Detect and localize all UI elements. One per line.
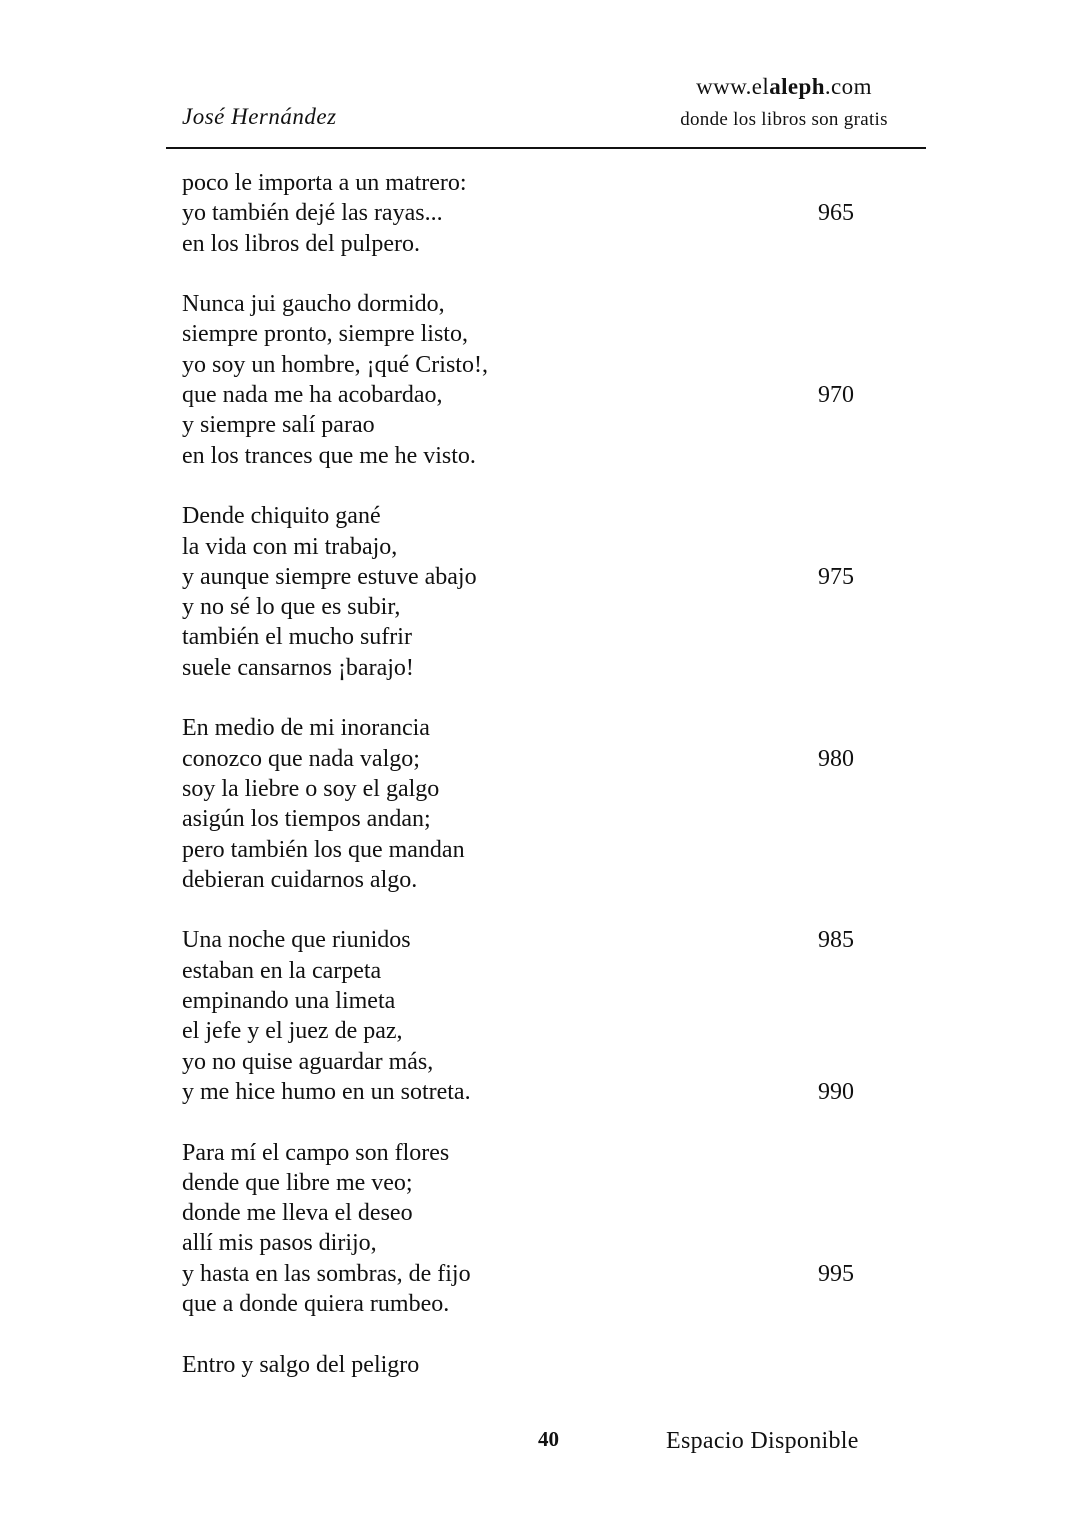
verse-line [182,986,882,1016]
verse-text: allí mis pasos dirijo, [182,1230,377,1257]
verse-line [182,774,882,804]
verse-line [182,1228,882,1258]
verse-line [182,319,882,349]
verse-text: En medio de mi inorancia [182,715,430,742]
verse-text: siempre pronto, siempre listo, [182,321,468,348]
stanza-gap [182,471,882,501]
verse-line [182,653,882,683]
verse-line [182,1016,882,1046]
verse-line [182,168,882,198]
verse-line [182,501,882,531]
verse-text: yo no quise aguardar más, [182,1048,434,1075]
verse-line [182,289,882,319]
verse-text: en los libros del pulpero. [182,230,420,257]
verse-line [182,1350,882,1380]
site-url-suffix: .com [824,74,872,99]
verse-text: poco le importa a un matrero: [182,170,467,196]
verse-text: y hasta en las sombras, de fijo [182,1260,471,1287]
line-number: 970 [818,382,854,409]
line-number: 985 [818,927,854,954]
stanza-gap [182,1107,882,1137]
verse-text: yo también dejé las rayas... [182,200,443,227]
verse-text: Para mí el campo son flores [182,1139,450,1166]
stanza-gap [182,259,882,289]
verse-line [182,229,882,259]
verse-line [182,835,882,865]
page-number: 40 [538,1427,559,1451]
verse-line [182,865,882,895]
verse-line [182,713,882,743]
verse-line [182,956,882,986]
author-name: José Hernández [182,104,337,129]
verse-line [182,1289,882,1319]
site-tagline: donde los libros son gratis [680,109,888,130]
footer-text: Espacio Disponible [666,1428,859,1454]
verse-line [182,410,882,440]
verse-line [182,380,882,410]
stanza-gap [182,1319,882,1349]
stanza-gap [182,683,882,713]
verse-line [182,1047,882,1077]
line-number: 995 [818,1260,854,1287]
verse-text: en los trances que me he visto. [182,442,476,469]
verse-text: debieran cuidarnos algo. [182,866,418,893]
verse-line [182,622,882,652]
verse-line [182,562,882,592]
verse-line [182,592,882,622]
verse-text: pero también los que mandan [182,836,465,863]
verse-text: y siempre salí parao [182,412,375,439]
verse-line [182,1259,882,1289]
verse-text: Nunca jui gaucho dormido, [182,291,445,318]
site-url-prefix: www.el [696,74,770,99]
verse-text: que a donde quiera rumbeo. [182,1290,450,1317]
verse-line [182,744,882,774]
verse-text: Dende chiquito gané [182,503,381,530]
verse-text: Entro y salgo del peligro [182,1351,420,1378]
verse-line [182,441,882,471]
verse-text: conozco que nada valgo; [182,745,420,772]
verse-text: que nada me ha acobardao, [182,382,443,409]
verse-text: suele cansarnos ¡barajo! [182,654,414,681]
site-url[interactable] [640,74,928,100]
verse-text: y me hice humo en un sotreta. [182,1078,471,1105]
verse-text: y aunque siempre estuve abajo [182,563,477,590]
verse-text: el jefe y el juez de paz, [182,1018,403,1045]
verse-text: yo soy un hombre, ¡qué Cristo!, [182,351,488,378]
verse-text: la vida con mi trabajo, [182,533,398,560]
line-number: 980 [818,745,854,772]
verse-text: Una noche que riunidos [182,927,411,954]
verse-line [182,1138,882,1168]
stanza-gap [182,895,882,925]
header-divider [166,147,926,149]
verse-line [182,198,882,228]
verse-line [182,1168,882,1198]
verse-line [182,1198,882,1228]
verse-text: también el mucho sufrir [182,624,412,651]
verse-text: dende que libre me veo; [182,1169,413,1196]
verse-line [182,350,882,380]
line-number: 990 [818,1078,854,1105]
verse-text: y no sé lo que es subir, [182,594,401,621]
verse-line [182,532,882,562]
verse-text: soy la liebre o soy el galgo [182,775,440,802]
verse-text: estaban en la carpeta [182,957,382,984]
verse-line [182,804,882,834]
site-url-brand: aleph [769,74,825,99]
verse-line [182,925,882,955]
verse-text: asigún los tiempos andan; [182,806,431,833]
line-number: 965 [818,200,854,227]
poem-body [182,168,882,1380]
verse-line [182,1077,882,1107]
line-number: 975 [818,563,854,590]
verse-text: empinando una limeta [182,988,396,1015]
verse-text: donde me lleva el deseo [182,1200,413,1227]
